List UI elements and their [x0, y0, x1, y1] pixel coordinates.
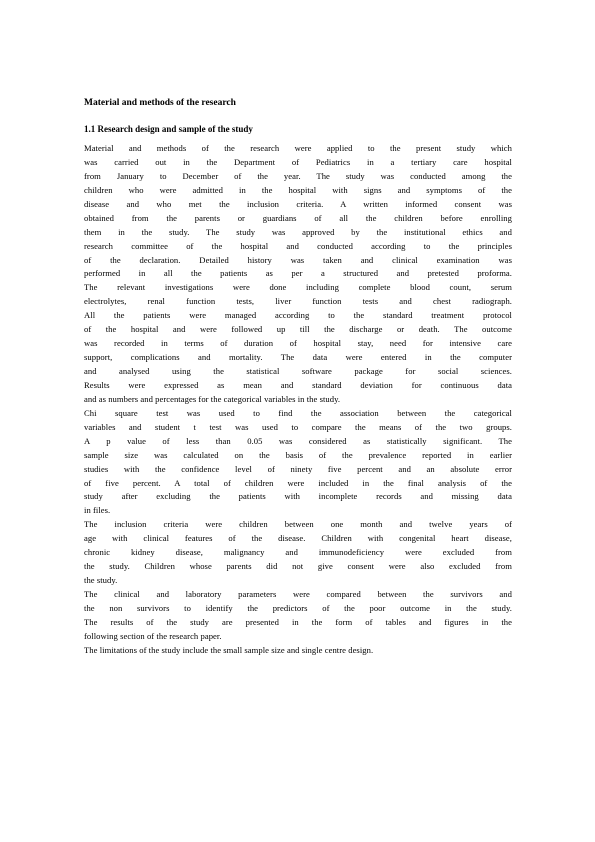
text-line: from January to December of the year. The study was conducted among the [84, 170, 512, 181]
text-line: performed in all the patients as per a structured and pretested proforma. [84, 268, 512, 279]
text-line: and analysed using the statistical software package for social sciences. [84, 366, 512, 376]
text-line: age with clinical features of the disease. Children with congenital heart disease, [84, 533, 512, 544]
text-line: studies with the confidence level of ninety five percent and an absolute error [84, 463, 512, 474]
paragraph [84, 588, 512, 644]
text-line: of the hospital and were followed up till the discharge or death. The outcome [84, 324, 512, 335]
body-text [84, 142, 512, 658]
text-line: The inclusion criteria were children between one month and twelve years of [84, 519, 512, 530]
text-line: of the declaration. Detailed history was taken and clinical examination was [84, 254, 512, 265]
text-line: All the patients were managed according to the standard treatment protocol [84, 310, 512, 321]
subsection-heading: 1.1 Research design and sample of the study [84, 124, 253, 134]
paragraph [84, 142, 512, 407]
text-line: electrolytes, renal function tests, liver function tests and chest radiograph. [84, 296, 512, 307]
text-line: The clinical and laboratory parameters were compared between the survivors and [84, 589, 512, 599]
text-line: following section of the research paper. [84, 630, 222, 641]
text-line: Results were expressed as mean and standard deviation for continuous data [84, 379, 512, 390]
paragraph [84, 644, 512, 658]
text-line: A p value of less than 0.05 was considered as statistically significant. The [84, 435, 512, 446]
text-line: chronic kidney disease, malignancy and immunodeficiency were excluded from [84, 547, 512, 558]
text-line: them in the study. The study was approved by the institutional ethics and [84, 226, 512, 237]
text-line: children who were admitted in the hospital with signs and symptoms of the [84, 184, 512, 195]
text-line: and as numbers and percentages for the categorical variables in the study. [84, 393, 341, 404]
text-line: was recorded in terms of duration of hospital stay, need for intensive care [84, 338, 512, 349]
text-line: the study. [84, 575, 118, 586]
section-heading: Material and methods of the research [84, 98, 236, 108]
text-line: Material and methods of the research were applied to the present study which [84, 143, 512, 153]
text-line: The results of the study are presented in the form of tables and figures in the [84, 616, 512, 627]
text-line: The relevant investigations were done including complete blood count, serum [84, 282, 512, 293]
text-line: was carried out in the Department of Pediatrics in a tertiary care hospital [84, 156, 512, 167]
text-line: of five percent. A total of children were included in the final analysis of the [84, 477, 512, 488]
paragraph [84, 518, 512, 588]
text-line: disease and who met the inclusion criteria. A written informed consent was [84, 198, 512, 209]
paragraph [84, 407, 512, 519]
text-line: in files. [84, 505, 111, 516]
text-line: study after excluding the patients with incomplete records and missing data [84, 491, 512, 502]
text-line: The limitations of the study include the small sample size and single centre design. [84, 644, 374, 655]
text-line: support, complications and mortality. The data were entered in the computer [84, 352, 512, 363]
text-line: the non survivors to identify the predictors of the poor outcome in the study. [84, 602, 512, 613]
text-line: obtained from the parents or guardians of all the children before enrolling [84, 212, 512, 223]
text-line: sample size was calculated on the basis of the prevalence reported in earlier [84, 449, 512, 460]
text-line: the study. Children whose parents did not give consent were also excluded from [84, 561, 512, 572]
text-line: research committee of the hospital and conducted according to the principles [84, 240, 512, 251]
text-line: variables and student t test was used to compare the means of the two groups. [84, 421, 512, 432]
text-line: Chi square test was used to find the association between the categorical [84, 407, 512, 418]
